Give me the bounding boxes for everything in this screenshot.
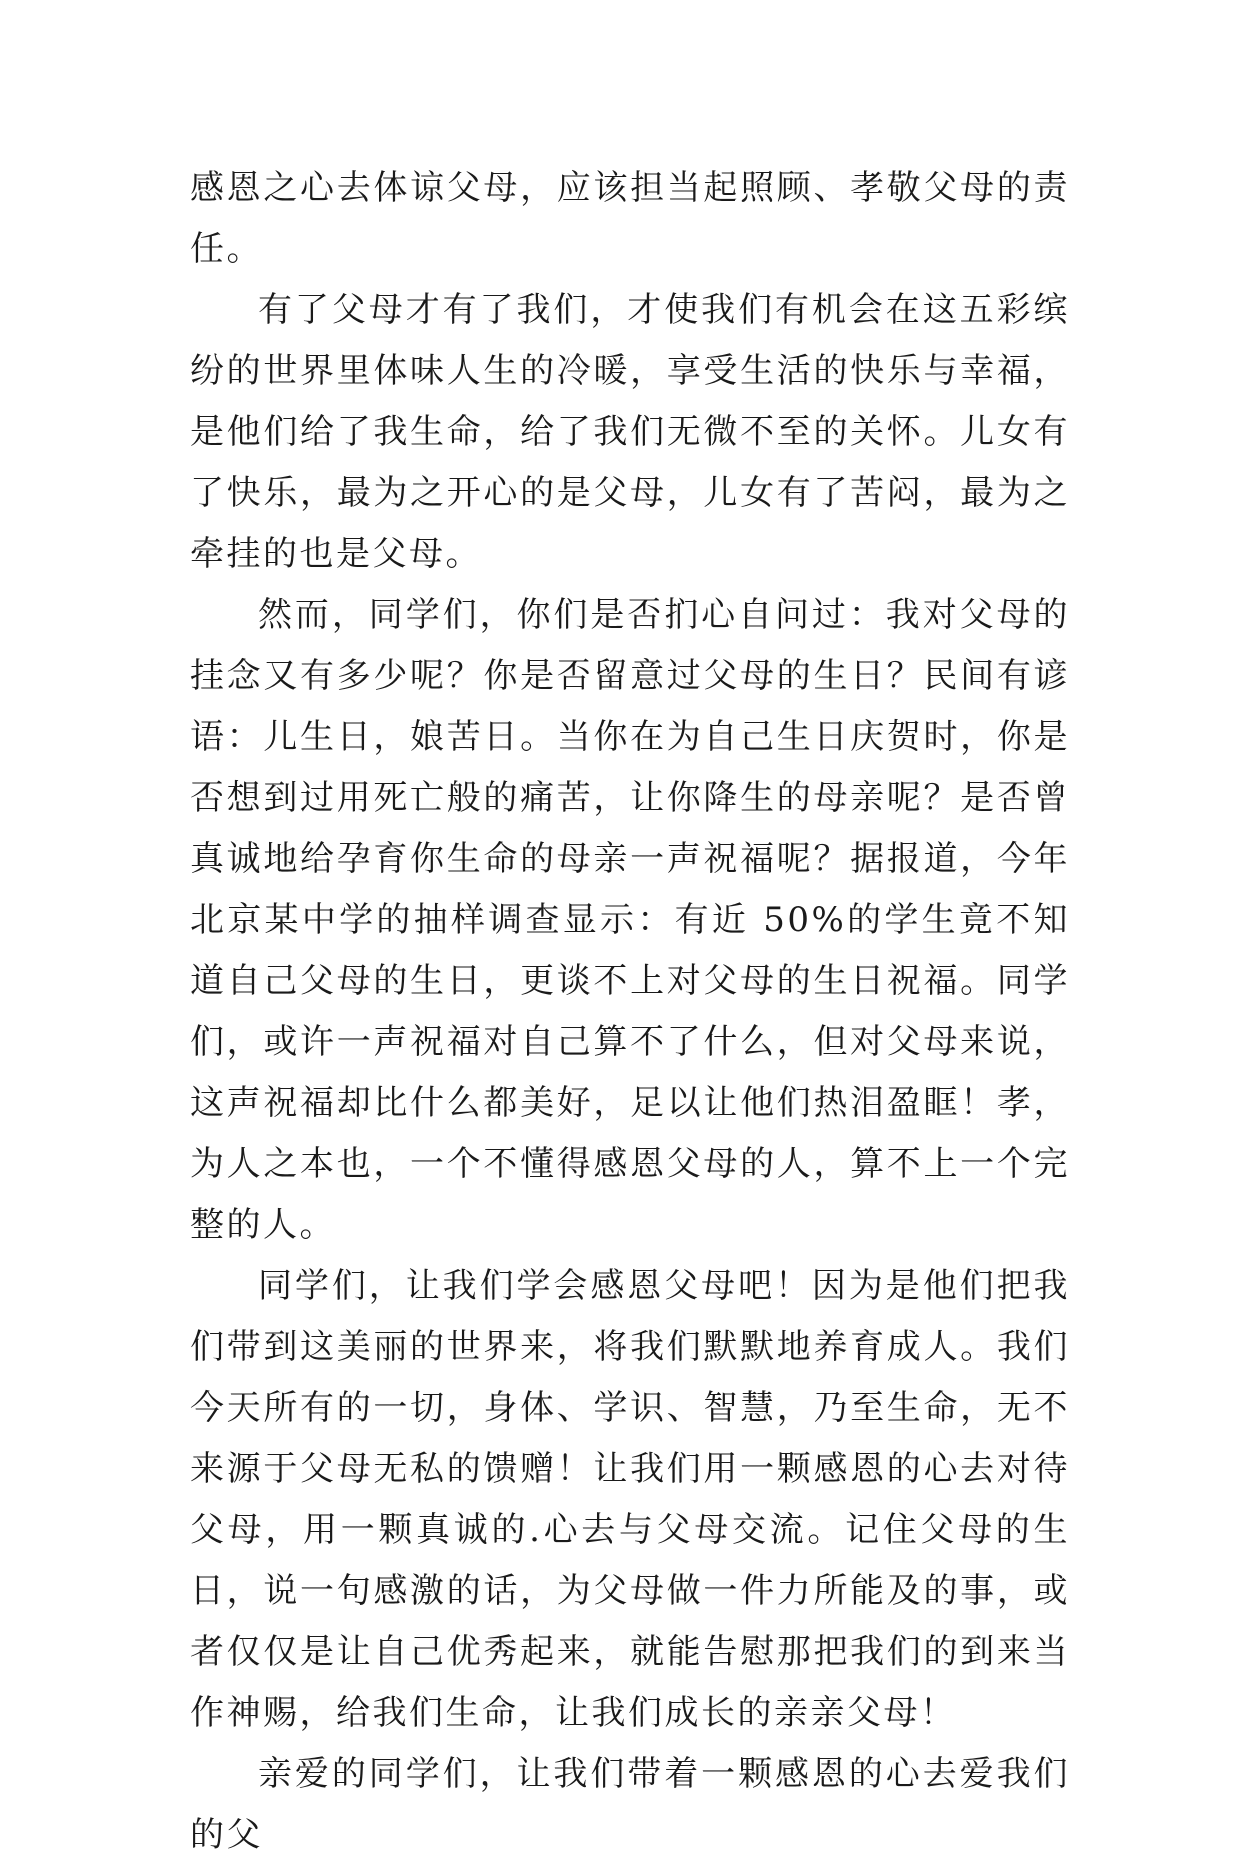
paragraph: 然而，同学们，你们是否扪心自问过：我对父母的挂念又有多少呢？你是否留意过父母的生日？民间有谚语：儿生日，娘苦日。当你在为自己生日庆贺时，你是否想到过用死亡般的痛苦，让你降生的母亲呢？是否曾真诚地给孕育你生命的母亲一声祝福呢？据报道，今年北京某中学的抽样调查显示：有近 50%的学生竟不知道自己父母的生日，更谈不上对父母的生日祝福。同学们，或许一声祝福对自己算不了什么，但对父母来说，这声祝福却比什么都美好，足以让他们热泪盈眶！孝，为人之本也，一个不懂得感恩父母的人，算不上一个完整的人。: [190, 595, 1070, 1245]
paragraph: 亲爱的同学们，让我们带着一颗感恩的心去爱我们的父: [190, 1754, 1070, 1855]
document-body: [190, 158, 1070, 1866]
paragraph: 同学们，让我们学会感恩父母吧！因为是他们把我们带到这美丽的世界来，将我们默默地养育成人。我们今天所有的一切，身体、学识、智慧，乃至生命，无不来源于父母无私的馈赠！让我们用一颗感恩的心去对待父母，用一颗真诚的.心去与父母交流。记住父母的生日，说一句感激的话，为父母做一件力所能及的事，或者仅仅是让自己优秀起来，就能告慰那把我们的到来当作神赐，给我们生命，让我们成长的亲亲父母！: [190, 1266, 1070, 1733]
paragraph: 有了父母才有了我们，才使我们有机会在这五彩缤纷的世界里体味人生的冷暖，享受生活的快乐与幸福，是他们给了我生命，给了我们无微不至的关怀。儿女有了快乐，最为之开心的是父母，儿女有了苦闷，最为之牵挂的也是父母。: [190, 290, 1070, 574]
paragraph-continuation: 感恩之心去体谅父母，应该担当起照顾、孝敬父母的责任。: [190, 168, 1070, 269]
